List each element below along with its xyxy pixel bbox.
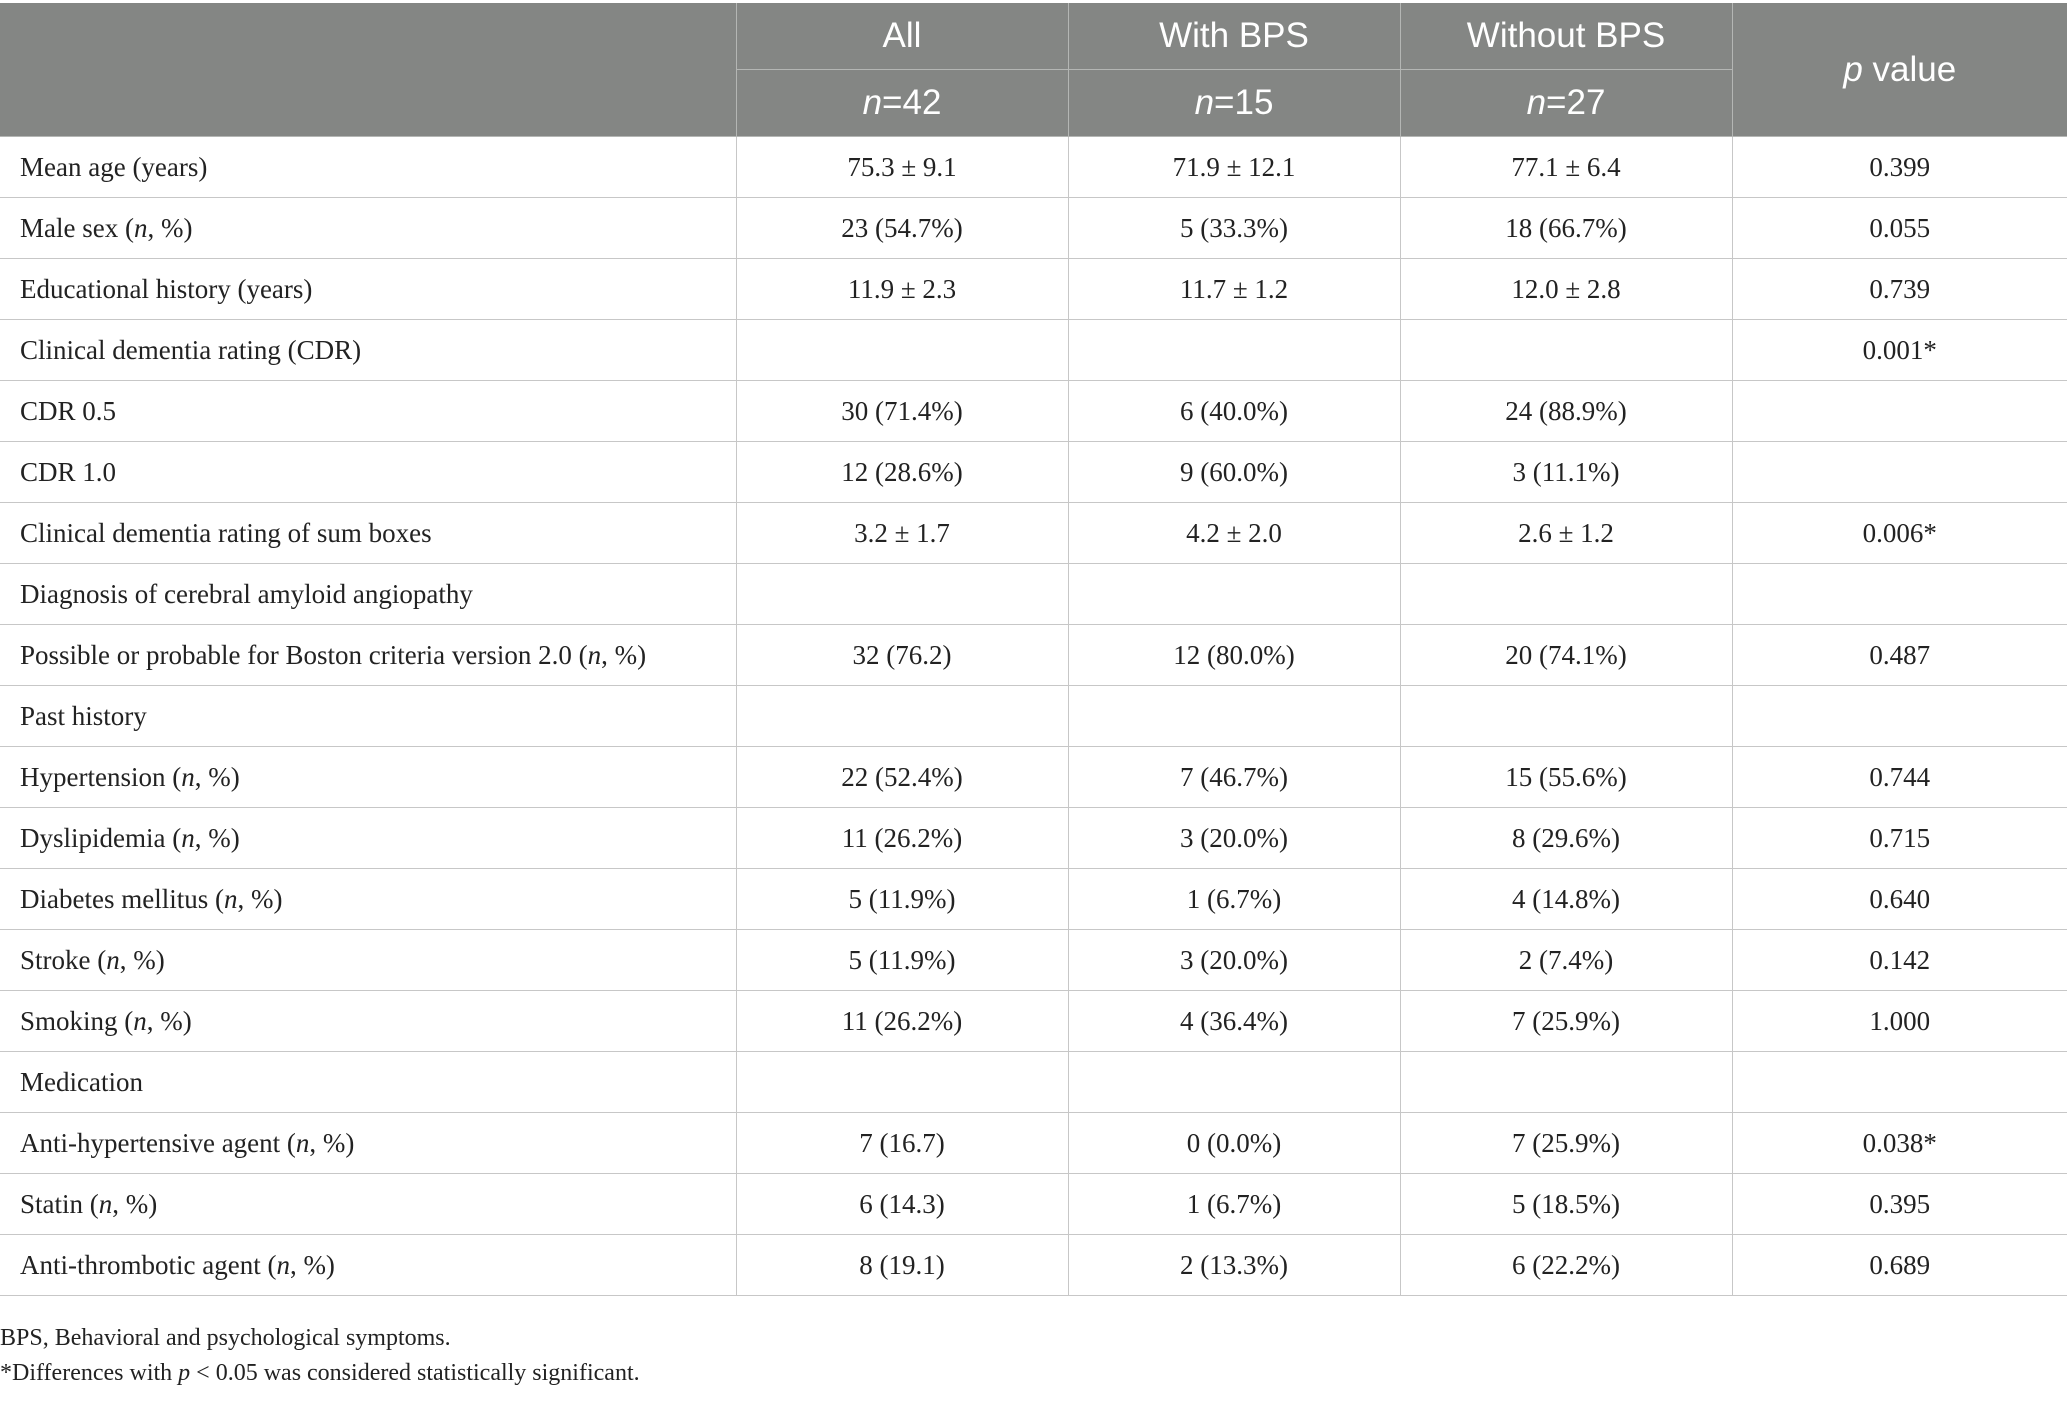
table-row: [0, 869, 2067, 930]
row-label: [0, 686, 736, 747]
row-label-text: CDR 0.5: [20, 395, 117, 426]
cell-without-bps: 24 (88.9%): [1400, 381, 1732, 442]
cell-p-value: 0.744: [1732, 747, 2067, 808]
cell-all: 23 (54.7%): [736, 198, 1068, 259]
cell-with-bps: 1 (6.7%): [1068, 1174, 1400, 1235]
cell-with-bps: 12 (80.0%): [1068, 625, 1400, 686]
cell-without-bps: [1400, 564, 1732, 625]
cell-with-bps: 71.9 ± 12.1: [1068, 137, 1400, 198]
cell-with-bps: 4.2 ± 2.0: [1068, 503, 1400, 564]
row-label: [0, 198, 736, 259]
table-row: [0, 1235, 2067, 1296]
cell-all: [736, 686, 1068, 747]
row-label: [0, 1113, 736, 1174]
header-blank-cell: [0, 3, 736, 137]
row-label-n: n: [587, 639, 602, 670]
cell-with-bps: [1068, 1052, 1400, 1113]
header-all-n: [736, 70, 1068, 137]
row-label: [0, 137, 736, 198]
header-p-label: value: [1862, 49, 1957, 89]
cell-p-value: [1732, 686, 2067, 747]
row-label-text: Diabetes mellitus (: [20, 883, 224, 914]
table-row: [0, 747, 2067, 808]
cell-without-bps: 7 (25.9%): [1400, 991, 1732, 1052]
cell-all: 5 (11.9%): [736, 930, 1068, 991]
cell-with-bps: 11.7 ± 1.2: [1068, 259, 1400, 320]
row-label-text: Educational history (years): [20, 273, 313, 304]
row-label-suffix: , %): [194, 822, 240, 853]
cell-p-value: [1732, 1052, 2067, 1113]
cell-with-bps: 1 (6.7%): [1068, 869, 1400, 930]
cell-without-bps: 4 (14.8%): [1400, 869, 1732, 930]
cell-without-bps: 6 (22.2%): [1400, 1235, 1732, 1296]
cell-p-value: 0.038*: [1732, 1113, 2067, 1174]
cell-with-bps: [1068, 564, 1400, 625]
row-label-suffix: , %): [237, 883, 283, 914]
table-row: [0, 381, 2067, 442]
footnote-significance: [0, 1360, 2067, 1387]
row-label-text: Statin (: [20, 1188, 99, 1219]
footnote-sig-p: p: [178, 1360, 191, 1386]
cell-p-value: 0.055: [1732, 198, 2067, 259]
row-label-n: n: [295, 1127, 310, 1158]
cell-p-value: 0.487: [1732, 625, 2067, 686]
row-label-n: n: [98, 1188, 113, 1219]
row-label: [0, 381, 736, 442]
row-label: [0, 442, 736, 503]
row-label-suffix: , %): [194, 761, 240, 792]
footnote-sig-pre: *Differences with: [0, 1360, 179, 1386]
cell-without-bps: 5 (18.5%): [1400, 1174, 1732, 1235]
cell-with-bps: 2 (13.3%): [1068, 1235, 1400, 1296]
row-label-text: Dyslipidemia (: [20, 822, 182, 853]
cell-with-bps: [1068, 686, 1400, 747]
row-label-suffix: , %): [146, 1005, 192, 1036]
cell-all: 12 (28.6%): [736, 442, 1068, 503]
table-row: [0, 1052, 2067, 1113]
header-without-bps: Without BPS: [1400, 3, 1732, 70]
cell-with-bps: 3 (20.0%): [1068, 930, 1400, 991]
row-label-text: Past history: [20, 700, 147, 731]
row-label-text: Possible or probable for Boston criteria version 2.0 (: [20, 639, 588, 670]
header-with-bps: With BPS: [1068, 3, 1400, 70]
cell-without-bps: [1400, 1052, 1732, 1113]
cell-without-bps: 7 (25.9%): [1400, 1113, 1732, 1174]
cell-without-bps: 2 (7.4%): [1400, 930, 1732, 991]
table-row: [0, 625, 2067, 686]
row-label-text: Stroke (: [20, 944, 107, 975]
cell-p-value: [1732, 381, 2067, 442]
cell-without-bps: [1400, 320, 1732, 381]
cell-all: [736, 564, 1068, 625]
row-label-suffix: , %): [147, 212, 193, 243]
cell-all: 30 (71.4%): [736, 381, 1068, 442]
cell-without-bps: 15 (55.6%): [1400, 747, 1732, 808]
row-label-text: Anti-thrombotic agent (: [20, 1249, 277, 1280]
row-label-text: Hypertension (: [20, 761, 182, 792]
cell-all: 5 (11.9%): [736, 869, 1068, 930]
cell-with-bps: 0 (0.0%): [1068, 1113, 1400, 1174]
row-label-text: CDR 1.0: [20, 456, 117, 487]
cell-p-value: 0.395: [1732, 1174, 2067, 1235]
table-row: [0, 1174, 2067, 1235]
header-without-n: [1400, 70, 1732, 137]
cell-with-bps: 3 (20.0%): [1068, 808, 1400, 869]
row-label: [0, 1174, 736, 1235]
cell-all: 11 (26.2%): [736, 808, 1068, 869]
header-all: All: [736, 3, 1068, 70]
row-label-suffix: , %): [601, 639, 647, 670]
row-label-text: Clinical dementia rating of sum boxes: [20, 517, 432, 548]
cell-p-value: 1.000: [1732, 991, 2067, 1052]
row-label-n: n: [106, 944, 120, 975]
cell-all: [736, 1052, 1068, 1113]
cell-all: 7 (16.7): [736, 1113, 1068, 1174]
table-row: [0, 991, 2067, 1052]
cell-without-bps: 3 (11.1%): [1400, 442, 1732, 503]
demographics-table: [0, 3, 2067, 1296]
footnote-sig-post: < 0.05 was considered statistically significant.: [190, 1360, 640, 1386]
row-label-n: n: [181, 761, 195, 792]
row-label: [0, 259, 736, 320]
row-label-text: Mean age (years): [20, 151, 208, 182]
table-row: [0, 686, 2067, 747]
table-row: [0, 808, 2067, 869]
row-label-text: Diagnosis of cerebral amyloid angiopathy: [20, 578, 473, 609]
cell-with-bps: [1068, 320, 1400, 381]
row-label: [0, 503, 736, 564]
header-with-n: [1068, 70, 1400, 137]
table-row: [0, 259, 2067, 320]
cell-p-value: 0.142: [1732, 930, 2067, 991]
row-label: [0, 930, 736, 991]
row-label: [0, 320, 736, 381]
row-label-n: n: [181, 822, 195, 853]
cell-p-value: 0.640: [1732, 869, 2067, 930]
cell-without-bps: 18 (66.7%): [1400, 198, 1732, 259]
header-with-n-value: =15: [1214, 83, 1274, 122]
row-label-n: n: [223, 883, 238, 914]
header-all-n-value: =42: [882, 83, 942, 122]
table-row: [0, 930, 2067, 991]
table-row: [0, 320, 2067, 381]
table-row: [0, 564, 2067, 625]
row-label-n: n: [276, 1249, 290, 1280]
cell-all: 75.3 ± 9.1: [736, 137, 1068, 198]
row-label-n: n: [133, 1005, 147, 1036]
row-label-suffix: , %): [309, 1127, 355, 1158]
header-row: [0, 3, 2067, 70]
cell-with-bps: 5 (33.3%): [1068, 198, 1400, 259]
header-n-symbol: n: [862, 83, 883, 122]
header-without-n-value: =27: [1546, 83, 1606, 122]
table-row: [0, 1113, 2067, 1174]
header-p-value: [1732, 3, 2067, 137]
cell-all: 11 (26.2%): [736, 991, 1068, 1052]
cell-all: 11.9 ± 2.3: [736, 259, 1068, 320]
row-label-suffix: , %): [289, 1249, 335, 1280]
footnote-abbreviation: BPS, Behavioral and psychological symptoms.: [0, 1325, 451, 1351]
cell-all: 3.2 ± 1.7: [736, 503, 1068, 564]
row-label: [0, 747, 736, 808]
cell-without-bps: 8 (29.6%): [1400, 808, 1732, 869]
cell-without-bps: 12.0 ± 2.8: [1400, 259, 1732, 320]
table-row: [0, 198, 2067, 259]
cell-p-value: [1732, 564, 2067, 625]
table-body: [0, 137, 2067, 1296]
cell-all: [736, 320, 1068, 381]
header-n-symbol: n: [1526, 83, 1547, 122]
cell-with-bps: 7 (46.7%): [1068, 747, 1400, 808]
table-row: [0, 442, 2067, 503]
row-label: [0, 1052, 736, 1113]
cell-all: 32 (76.2): [736, 625, 1068, 686]
row-label: [0, 808, 736, 869]
table-container: [0, 3, 2067, 1296]
row-label-suffix: , %): [112, 1188, 158, 1219]
cell-all: 22 (52.4%): [736, 747, 1068, 808]
row-label-text: Smoking (: [20, 1005, 134, 1036]
row-label-text: Male sex (: [20, 212, 134, 243]
row-label-text: Clinical dementia rating (CDR): [20, 334, 362, 365]
cell-p-value: 0.001*: [1732, 320, 2067, 381]
cell-without-bps: 77.1 ± 6.4: [1400, 137, 1732, 198]
table-row: [0, 137, 2067, 198]
row-label: [0, 625, 736, 686]
cell-p-value: [1732, 442, 2067, 503]
row-label-n: n: [133, 212, 148, 243]
row-label: [0, 869, 736, 930]
header-n-symbol: n: [1194, 83, 1215, 122]
cell-with-bps: 9 (60.0%): [1068, 442, 1400, 503]
cell-all: 8 (19.1): [736, 1235, 1068, 1296]
row-label: [0, 564, 736, 625]
cell-p-value: 0.739: [1732, 259, 2067, 320]
row-label: [0, 991, 736, 1052]
cell-without-bps: 20 (74.1%): [1400, 625, 1732, 686]
cell-with-bps: 6 (40.0%): [1068, 381, 1400, 442]
cell-all: 6 (14.3): [736, 1174, 1068, 1235]
cell-p-value: 0.689: [1732, 1235, 2067, 1296]
table-row: [0, 503, 2067, 564]
cell-p-value: 0.715: [1732, 808, 2067, 869]
cell-without-bps: [1400, 686, 1732, 747]
row-label-text: Anti-hypertensive agent (: [20, 1127, 296, 1158]
row-label-suffix: , %): [119, 944, 165, 975]
row-label: [0, 1235, 736, 1296]
header-p-symbol: p: [1843, 49, 1863, 89]
cell-with-bps: 4 (36.4%): [1068, 991, 1400, 1052]
cell-without-bps: 2.6 ± 1.2: [1400, 503, 1732, 564]
row-label-text: Medication: [20, 1066, 143, 1097]
cell-p-value: 0.399: [1732, 137, 2067, 198]
cell-p-value: 0.006*: [1732, 503, 2067, 564]
